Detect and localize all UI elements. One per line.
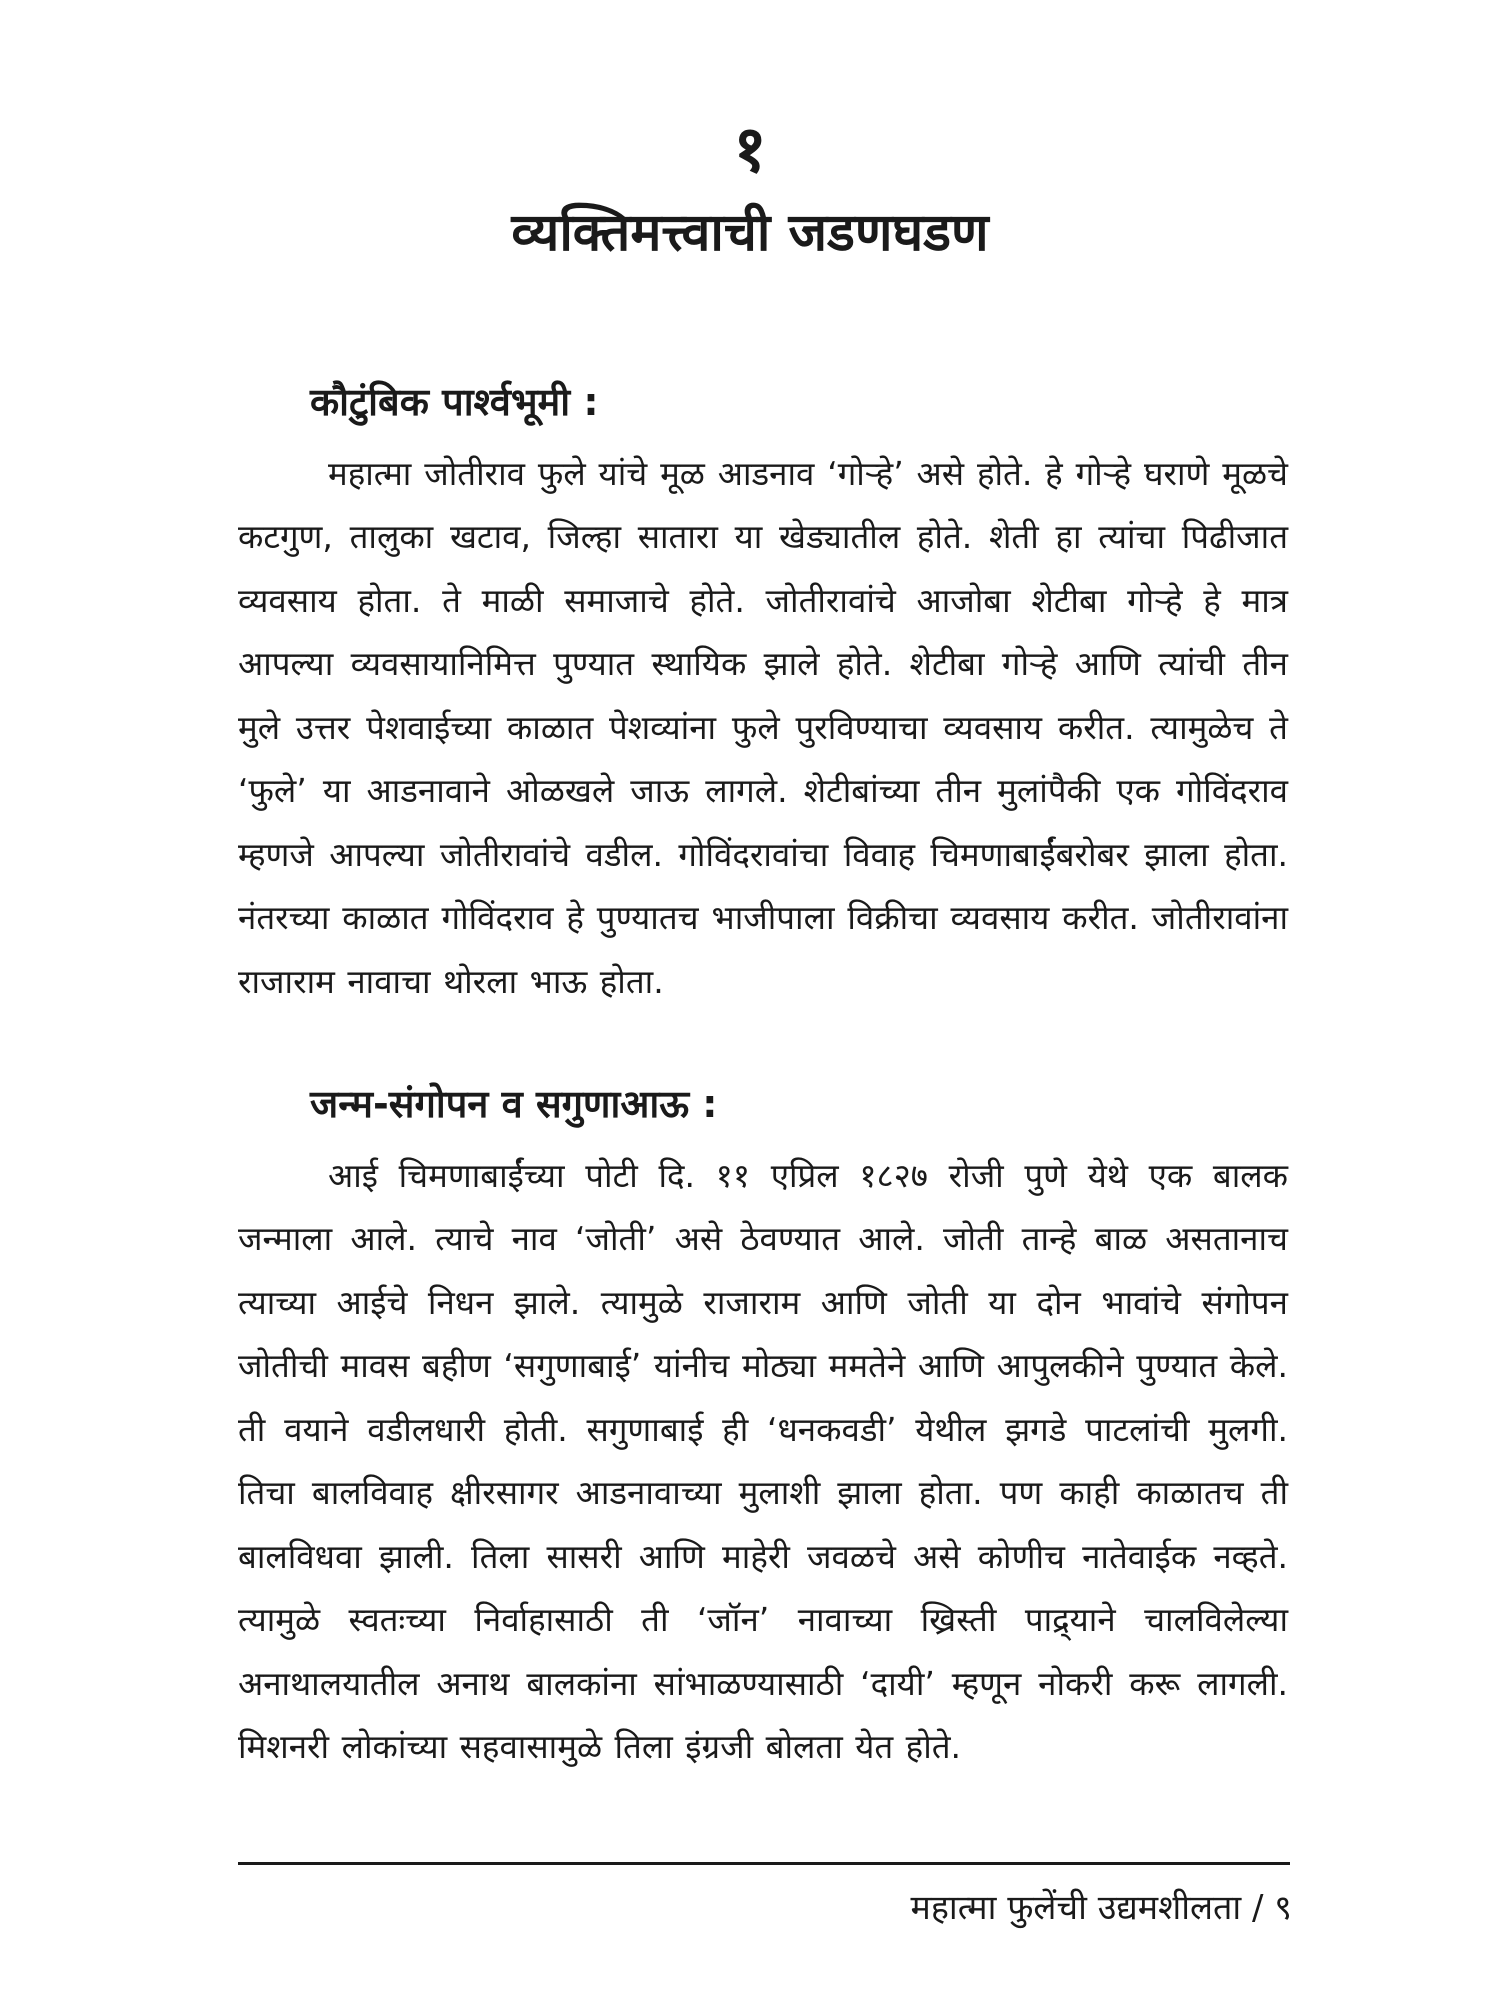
section-heading: जन्म-संगोपन व सगुणाआऊ : [310,1082,718,1126]
section-paragraph: महात्मा जोतीराव फुले यांचे मूळ आडनाव ‘गोऱ्हे’ असे होते. हे गोऱ्हे घराणे मूळचे कटगुण, तालुका खटाव, जिल्हा सातारा या खेड्यातील होते. शेती हा त्यांचा पिढीजात व्यवसाय होता. ते माळी समाजाचे होते. जोतीरावांचे आजोबा शेटीबा गोऱ्हे हे मात्र आपल्या व्यवसायानिमित्त पुण्यात स्थायिक झाले होते. शेटीबा गोऱ्हे आणि त्यांची तीन मुले उत्तर पेशवाईच्या काळात पेशव्यांना फुले पुरविण्याचा व्यवसाय करीत. त्यामुळेच ते ‘फुले’ या आडनावाने ओळखले जाऊ लागले. शेटीबांच्या तीन मुलांपैकी एक गोविंदराव म्हणजे आपल्या जोतीरावांचे वडील. गोविंदरावांचा विवाह चिमणाबाईंबरोबर झाला होता. नंतरच्या काळात गोविंदराव हे पुण्यातच भाजीपाला विक्रीचा व्यवसाय करीत. जोतीरावांना राजाराम नावाचा थोरला भाऊ होता. [238,453,1288,1001]
chapter-number: १ [733,113,767,187]
section-family-background [238,380,1288,1013]
footer-divider [238,1862,1290,1865]
section-paragraph: आई चिमणाबाईंच्या पोटी दि. ११ एप्रिल १८२७ रोजी पुणे येथे एक बालक जन्माला आले. त्याचे नाव ‘जोती’ असे ठेवण्यात आले. जोती तान्हे बाळ असतानाच त्याच्या आईचे निधन झाले. त्यामुळे राजाराम आणि जोती या दोन भावांचे संगोपन जोतीची मावस बहीण ‘सगुणाबाई’ यांनीच मोठ्या ममतेने आणि आपुलकीने पुण्यात केले. ती वयाने वडीलधारी होती. सगुणाबाई ही ‘धनकवडी’ येथील झगडे पाटलांची मुलगी. तिचा बालविवाह क्षीरसागर आडनावाच्या मुलाशी झाला होता. पण काही काळातच ती बालविधवा झाली. तिला सासरी आणि माहेरी जवळचे असे कोणीच नातेवाईक नव्हते. त्यामुळे स्वतःच्या निर्वाहासाठी ती ‘जॉन’ नावाच्या ख्रिस्ती पाद्र्याने चालविलेल्या अनाथालयातील अनाथ बालकांना सांभाळण्यासाठी ‘दायी’ म्हणून नोकरी करू लागली. मिशनरी लोकांच्या सहवासामुळे तिला इंग्रजी बोलता येत होते. [238,1155,1288,1767]
running-footer: महात्मा फुलेंची उद्यमशीलता / ९ [910,1888,1292,1928]
section-heading: कौटुंबिक पार्श्वभूमी : [310,380,599,424]
chapter-title: व्यक्तिमत्त्वाची जडणघडण [511,203,989,263]
section-birth-upbringing [238,1082,1288,1779]
